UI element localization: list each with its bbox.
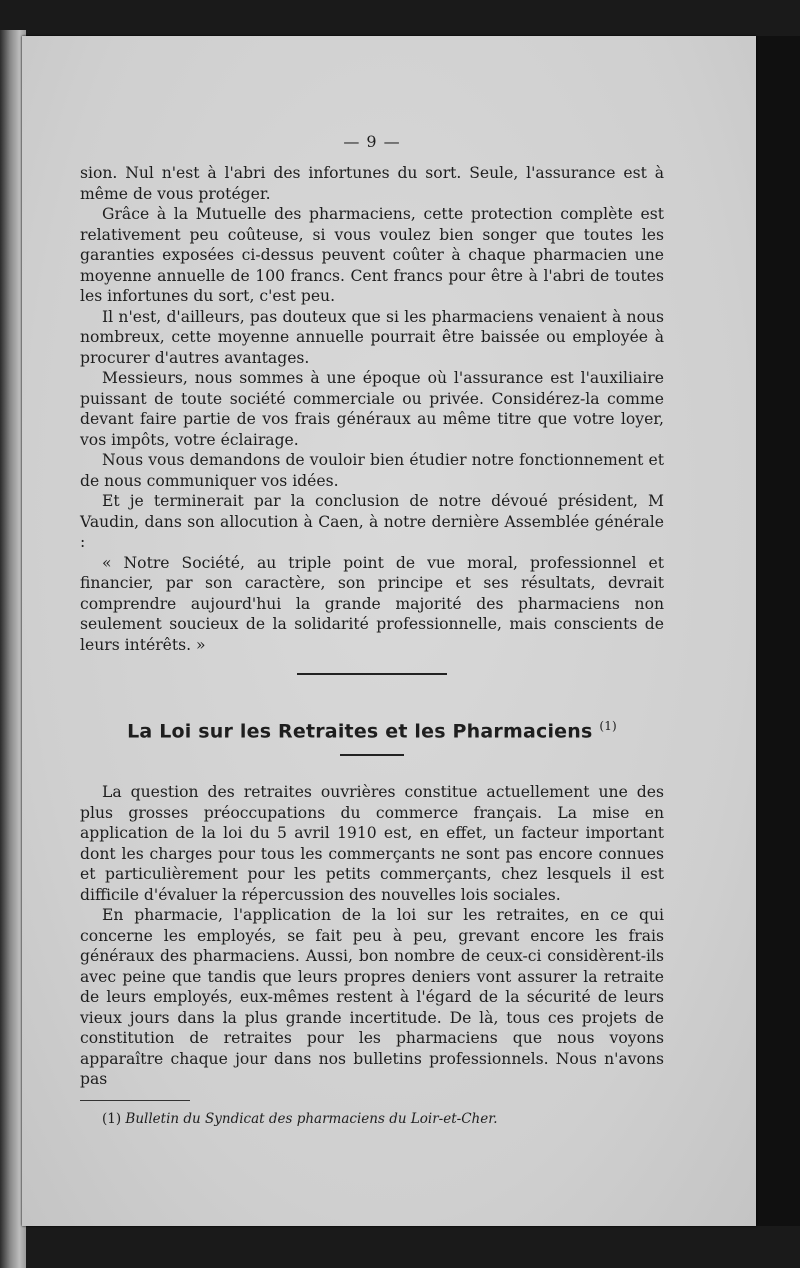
footnote bbox=[102, 1111, 664, 1127]
footnote-mark: (1) bbox=[102, 1110, 122, 1127]
section-heading bbox=[80, 719, 664, 742]
footnote-reference: (1) bbox=[599, 719, 617, 733]
page-content bbox=[80, 132, 664, 1127]
paragraph: Nous vous demandons de vouloir bien étudier notre fonctionnement et de nous communiquer vos idées. bbox=[80, 451, 664, 490]
paragraph: Messieurs, nous sommes à une époque où l'assurance est l'auxiliaire puissant de toute société commerciale ou privée. Considérez-la comme devant faire partie de vos frais généraux au même titre que votre loyer, vos impôts, votre éclairage. bbox=[80, 369, 664, 449]
book-page bbox=[22, 36, 756, 1226]
page-number: — 9 — bbox=[343, 132, 401, 151]
section-body bbox=[80, 782, 664, 1090]
paragraph: En pharmacie, l'application de la loi sur les retraites, en ce qui concerne les employés, se fait peu à peu, grevant encore les frais généraux des pharmaciens. Aussi, bon nombre de ceux-ci considèrent-ils avec peine que tandis que leurs propres deniers vont assurer la retraite de leurs employés, eux-mêmes restent à l'égard de la sécurité de leurs vieux jours dans la plus grande incertitude. De là, tous ces projets de constitution de retraites pour les pharmaciens que nous voyons apparaître chaque jour dans nos bulletins professionnels. Nous n'avons pas bbox=[80, 906, 664, 1089]
paragraph: sion. Nul n'est à l'abri des infortunes du sort. Seule, l'assurance est à même de vous protéger. bbox=[80, 164, 664, 203]
paragraph: Et je terminerait par la conclusion de notre dévoué président, M Vaudin, dans son allocution à Caen, à notre dernière Assemblée générale : bbox=[80, 492, 664, 551]
paragraph: La question des retraites ouvrières constitue actuellement une des plus grosses préoccupations du commerce français. La mise en application de la loi du 5 avril 1910 est, en effet, un facteur important dont les charges pour tous les commerçants ne sont pas encore connues et particulièrement pour les petits commerçants, chez lesquels il est difficile d'évaluer la répercussion des nouvelles lois sociales. bbox=[80, 783, 664, 904]
scan-border bbox=[756, 36, 800, 1226]
paragraph: Il n'est, d'ailleurs, pas douteux que si les pharmaciens venaient à nous nombreux, cette moyenne annuelle pourrait être baissée ou employée à procurer d'autres avantages. bbox=[80, 307, 664, 367]
footnote-text: Bulletin du Syndicat des pharmaciens du Loir-et-Cher. bbox=[125, 1110, 498, 1127]
heading-underline bbox=[340, 754, 404, 756]
section-divider bbox=[297, 673, 447, 675]
paragraph: Grâce à la Mutuelle des pharmaciens, cette protection complète est relativement peu coûteuse, si vous voulez bien songer que toutes les garanties exposées ci-dessus peuvent coûter à chaque pharmacien une moyenne annuelle de 100 francs. Cent francs pour être à l'abri de toutes les infortunes du sort, c'est peu. bbox=[80, 205, 664, 305]
section-heading-text: La Loi sur les Retraites et les Pharmaciens bbox=[127, 720, 593, 743]
footnote-divider bbox=[80, 1100, 190, 1101]
quote-paragraph: « Notre Société, au triple point de vue moral, professionnel et financier, par son caractère, son principe et ses résultats, devrait comprendre aujourd'hui la grande majorité des pharmaciens non seulement soucieux de la solidarité professionnelle, mais conscients de leurs intérêts. » bbox=[80, 553, 664, 654]
